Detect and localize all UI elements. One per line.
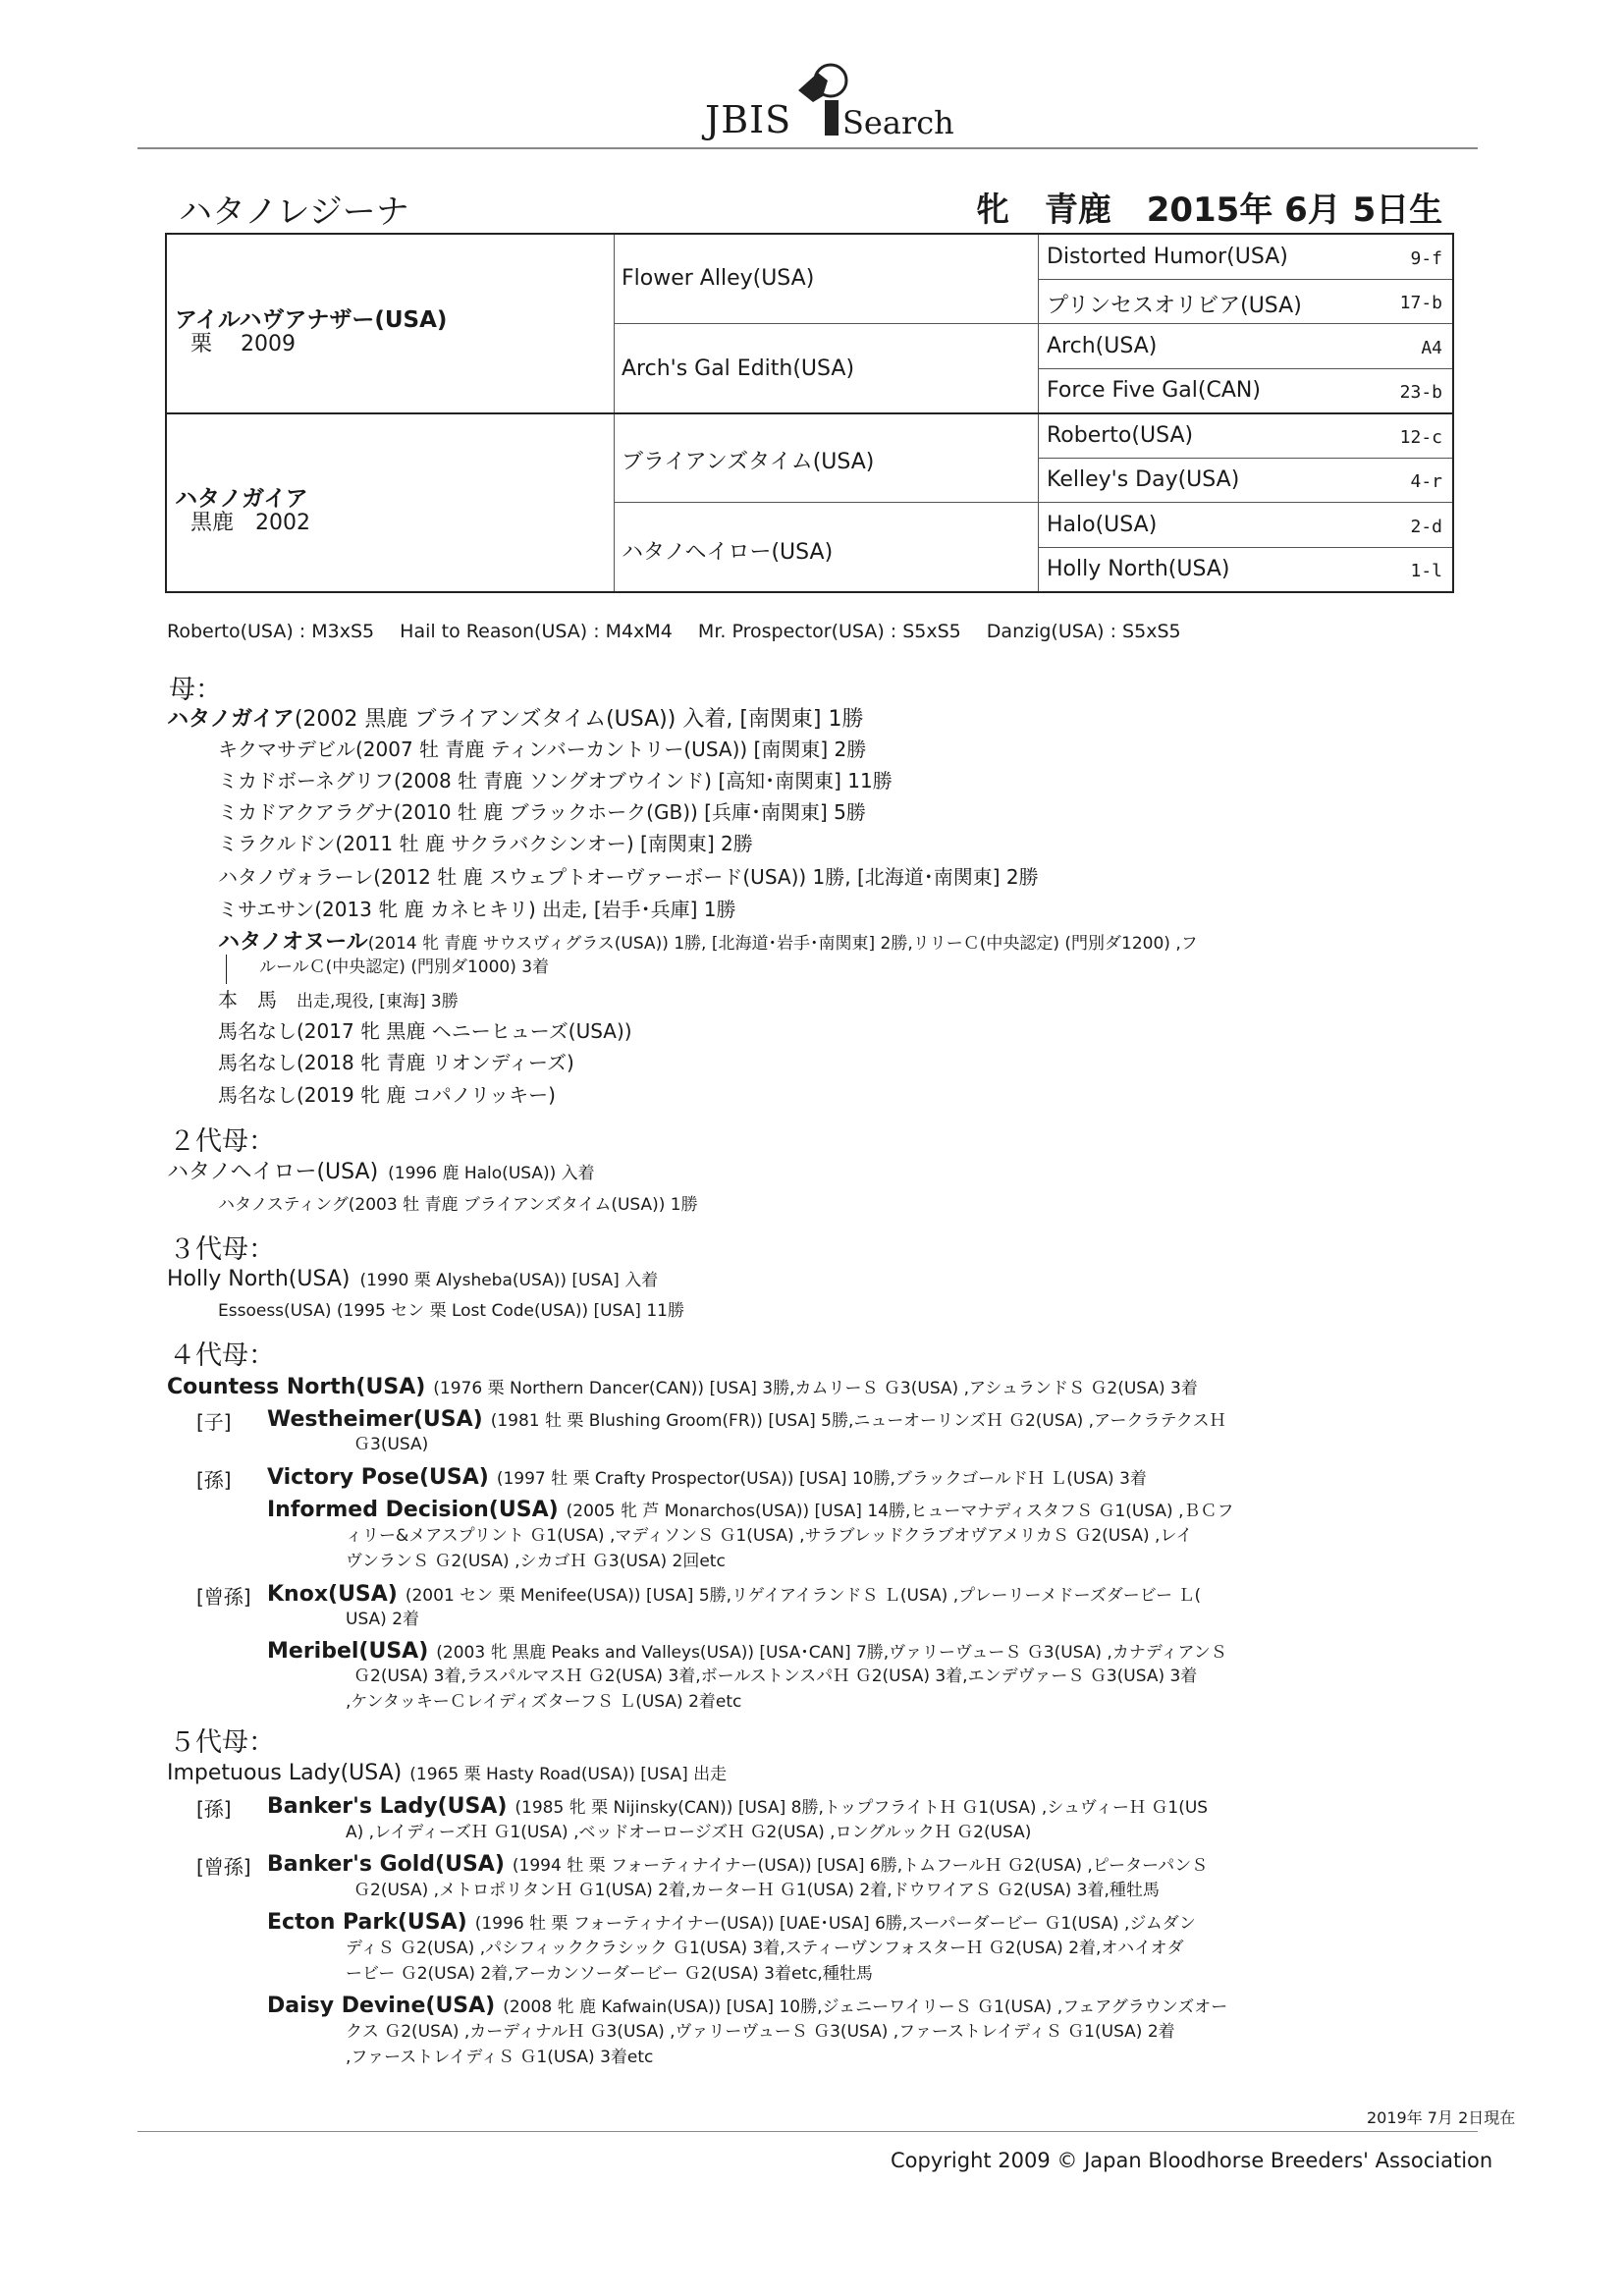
gen3-name: Distorted Humor(USA) [1047,245,1288,269]
relation-tag: [孫] [196,1468,232,1492]
section-heading-gen3: ３代母： [169,1234,275,1265]
gen4-entry-name: Countess North(USA) [167,1375,426,1399]
family-code: 9-f [1410,248,1442,269]
sire-name: アイルハヴアナザー(USA) [175,307,448,333]
family-code: A4 [1421,338,1442,358]
descendant-entry [267,1464,1147,1492]
horse-info [976,183,1466,231]
descendant-detail: (1985 牝 栗 Nijinsky(CAN)) [USA] 8勝,トップフライトＨ Ｇ1(USA) ,シュヴィーＨ Ｇ1(US [514,1798,1209,1818]
descendant-detail-cont: ,ケンタッキーＣレイディズターフＳ Ｌ(USA) 2着etc [346,1692,742,1712]
descendant-detail-cont: A) ,レイディーズＨ Ｇ1(USA) ,ベッドオーロージズＨ Ｇ2(USA) ,ロングルックＨ Ｇ2(USA) [346,1823,1032,1842]
descendant-detail: (1981 牡 栗 Blushing Groom(FR)) [USA] 5勝,ニューオーリンズＨ Ｇ2(USA) ,アークラテクスＨ [490,1411,1226,1431]
section-heading-gen2: ２代母： [169,1126,275,1157]
offspring-line: ミラクルドン(2011 牡 鹿 サクラバクシンオー) [南関東] 2勝 [218,832,753,855]
offspring-detail: (2014 牝 青鹿 サウスヴィグラス(USA)) 1勝, [北海道･岩手･南関東] 2勝,リリーＣ(中央認定) (門別ダ1200) ,フ [367,934,1198,954]
section-heading-gen4: ４代母： [169,1340,275,1371]
offspring-line: ミサエサン(2013 牝 鹿 カネヒキリ) 出走, [岩手･兵庫] 1勝 [218,898,736,921]
gen3-name: プリンセスオリビア(USA) [1047,294,1302,318]
relation-tag: [曾孫] [196,1585,251,1609]
descendant-detail: (2005 牝 芦 Monarchos(USA)) [USA] 14勝,ヒューマナディスタフＳ Ｇ1(USA) ,ＢＣフ [566,1502,1234,1521]
as-of-date: 2019年 7月 2日現在 [1367,2108,1516,2127]
horse-name: ハタノレジーナ [179,192,409,232]
gen2-entry [167,1160,595,1186]
dam-entry [167,707,863,733]
gen3-entry-detail: (1990 栗 Alysheba(USA)) [USA] 入着 [359,1271,659,1290]
descendant-detail: (2003 牝 黒鹿 Peaks and Valleys(USA)) [USA･CAN] 7勝,ヴァリーヴューＳ Ｇ3(USA) ,カナディアンＳ [436,1643,1227,1663]
gen3-name: Holly North(USA) [1047,557,1230,581]
descendant-name: Banker's Lady(USA) [267,1794,508,1819]
descendant-name: Westheimer(USA) [267,1407,483,1432]
inbreeding-item: Hail to Reason(USA) : M4xM4 [400,621,673,642]
gen5-entry-name: Impetuous Lady(USA) [167,1761,403,1785]
gen2-entry-name: ハタノヘイロー(USA) [167,1160,379,1184]
gen2-sire-sire: Flower Alley(USA) [622,266,815,291]
inbreeding-line [167,621,1201,642]
self-entry [218,987,459,1014]
dam-entry-detail: (2002 黒鹿 ブライアンズタイム(USA)) 入着, [南関東] 1勝 [294,707,864,732]
descendant-detail: (1996 牡 栗 フォーティナイナー(USA)) [UAE･USA] 6勝,スーパーダービー Ｇ1(USA) ,ジムダン [474,1914,1196,1934]
descendant-detail-cont: ヴンランＳ Ｇ2(USA) ,シカゴＨ Ｇ3(USA) 2回etc [346,1552,726,1571]
family-code: 12-c [1399,427,1442,448]
descendant-entry [267,1638,1227,1666]
offspring-line: ミカドアクアラグナ(2010 牡 鹿 ブラックホーク(GB)) [兵庫･南関東] 5勝 [218,800,866,824]
descendant-name: Banker's Gold(USA) [267,1852,505,1877]
relation-tag: [子] [196,1410,232,1434]
offspring-name: ハタノオヌール [218,930,368,955]
jbis-search-logo [705,51,954,141]
offspring-line: 馬名なし(2018 牝 青鹿 リオンディーズ) [218,1051,574,1074]
descendant-name: Ecton Park(USA) [267,1910,467,1935]
descendant-detail-cont: USA) 2着 [346,1610,420,1629]
descendant-name: Victory Pose(USA) [267,1465,489,1490]
descendant-detail-cont: Ｇ2(USA) ,メトロポリタンＨ Ｇ1(USA) 2着,カーターＨ Ｇ1(USA) 2着,ドウワイアＳ Ｇ2(USA) 3着,種牡馬 [353,1881,1160,1900]
relation-tag: [曾孫] [196,1855,251,1879]
inbreeding-item: Danzig(USA) : S5xS5 [986,621,1181,642]
offspring-line: 馬名なし(2017 牝 黒鹿 ヘニーヒューズ(USA)) [218,1019,632,1043]
relation-tag: [孫] [196,1797,232,1821]
offspring-line: ミカドボーネグリフ(2008 牡 青鹿 ソングオブウインド) [高知･南関東] 11勝 [218,769,893,793]
pedigree-table [165,233,1454,593]
descendant-entry [267,1793,1208,1821]
gen5-entry [167,1761,727,1787]
horse-birth: 2015年 6月 5日生 [1146,191,1443,230]
descendant-name: Informed Decision(USA) [267,1498,559,1522]
descendant-detail: (2001 セン 栗 Menifee(USA)) [USA] 5勝,リゲイアイランドＳ Ｌ(USA) ,プレーリーメドーズダービー Ｌ( [405,1586,1202,1606]
inbreeding-item: Mr. Prospector(USA) : S5xS5 [697,621,961,642]
family-code: 4-r [1410,471,1442,492]
copyright: Copyright 2009 © Japan Bloodhorse Breeders' Association [891,2149,1493,2172]
offspring-line: ハタノスティング(2003 牡 青鹿 ブライアンズタイム(USA)) 1勝 [218,1195,698,1215]
section-heading-gen5: ５代母： [169,1727,275,1758]
dam-info: 黒鹿 2002 [190,511,310,535]
section-heading-dam: 母： [169,675,222,705]
header-divider [137,147,1478,149]
descendant-detail: (1997 牡 栗 Crafty Prospector(USA)) [USA] 10勝,ブラックゴールドＨ Ｌ(USA) 3着 [496,1469,1147,1489]
family-code: 17-b [1399,293,1442,313]
descendant-detail-cont: ,ファーストレイディＳ Ｇ1(USA) 3着etc [346,2048,654,2067]
gen2-dam-sire: ブライアンズタイム(USA) [622,450,875,474]
descendant-entry [267,1909,1196,1937]
gen4-entry [167,1374,1198,1401]
gen3-entry [167,1267,658,1293]
descendant-detail: (1994 牡 栗 フォーティナイナー(USA)) [USA] 6勝,トムフールＨ Ｇ2(USA) ,ピーターパンＳ [512,1856,1209,1876]
descendant-detail-cont: ディＳ Ｇ2(USA) ,パシフィッククラシック Ｇ1(USA) 3着,スティーヴンフォスターＨ Ｇ2(USA) 2着,オハイオダ [346,1939,1184,1958]
footer-divider [137,2131,1478,2132]
offspring-line: 馬名なし(2019 牝 鹿 コパノリッキー) [218,1083,556,1107]
descendant-detail-cont: Ｇ3(USA) [353,1435,429,1454]
horse-color: 青鹿 [1044,191,1111,230]
offspring-line: Essoess(USA) (1995 セン 栗 Lost Code(USA)) [USA] 11勝 [218,1301,684,1321]
gen3-name: Halo(USA) [1047,513,1158,537]
offspring-line-cont: ルールＣ(中央認定) (門別ダ1000) 3着 [259,957,550,977]
descendant-entry [267,1993,1227,2020]
self-label: 本 馬 [218,988,277,1011]
gen2-sire-dam: Arch's Gal Edith(USA) [622,356,855,381]
descendant-detail-cont: ービー Ｇ2(USA) 2着,アーカンソーダービー Ｇ2(USA) 3着etc,種牡馬 [346,1964,873,1984]
descendant-entry [267,1851,1208,1879]
descendant-entry [267,1497,1234,1524]
gen3-entry-name: Holly North(USA) [167,1267,351,1291]
family-code: 23-b [1399,382,1442,403]
dam-entry-name: ハタノガイア [167,707,295,732]
gen3-name: Arch(USA) [1047,334,1158,358]
descendant-detail-cont: Ｇ2(USA) 3着,ラスパルマスＨ Ｇ2(USA) 3着,ボールストンスパＨ Ｇ2(USA) 3着,エンデヴァーＳ Ｇ3(USA) 3着 [353,1667,1198,1686]
descendant-name: Knox(USA) [267,1582,398,1607]
gen2-dam-dam: ハタノヘイロー(USA) [622,540,834,565]
offspring-line: キクマサデビル(2007 牡 青鹿 ティンバーカントリー(USA)) [南関東] 2勝 [218,738,867,761]
family-code: 1-l [1410,561,1442,581]
descendant-detail-cont: クス Ｇ2(USA) ,カーディナルＨ Ｇ3(USA) ,ヴァリーヴューＳ Ｇ3(USA) ,ファーストレイディＳ Ｇ1(USA) 2着 [346,2022,1175,2042]
descendant-name: Daisy Devine(USA) [267,1994,496,2018]
offspring-line-highlight [218,929,1198,957]
gen5-entry-detail: (1965 栗 Hasty Road(USA)) [USA] 出走 [409,1765,728,1784]
gen3-name: Force Five Gal(CAN) [1047,378,1261,403]
self-detail: 出走,現役, [東海] 3勝 [297,992,459,1011]
inbreeding-item: Roberto(USA) : M3xS5 [167,621,375,642]
descendant-detail: (2008 牝 鹿 Kafwain(USA)) [USA] 10勝,ジェニーワイリーＳ Ｇ1(USA) ,フェアグラウンズオー [503,1997,1228,2017]
dam-name: ハタノガイア [175,486,308,512]
gen2-entry-detail: (1996 鹿 Halo(USA)) 入着 [388,1164,595,1183]
family-tree-connector [226,955,227,984]
gen3-name: Roberto(USA) [1047,423,1194,448]
logo-text-search: Search [842,104,954,141]
horse-sex: 牝 [976,191,1009,230]
descendant-name: Meribel(USA) [267,1639,429,1664]
gen3-name: Kelley's Day(USA) [1047,467,1240,492]
descendant-entry [267,1581,1201,1609]
descendant-detail-cont: ィリー&メアスプリント Ｇ1(USA) ,マディソンＳ Ｇ1(USA) ,サラブレッドクラブオヴアメリカＳ Ｇ2(USA) ,レイ [346,1526,1193,1546]
sire-info: 栗 2009 [190,332,296,356]
gen4-entry-detail: (1976 栗 Northern Dancer(CAN)) [USA] 3勝,カムリーＳ Ｇ3(USA) ,アシュランドＳ Ｇ2(USA) 3着 [433,1379,1198,1398]
offspring-line: ハタノヴォラーレ(2012 牡 鹿 スウェプトオーヴァーボード(USA)) 1勝, [北海道･南関東] 2勝 [218,865,1039,889]
family-code: 2-d [1410,517,1442,537]
descendant-entry [267,1406,1226,1434]
logo-text-jbis: JBIS [705,98,792,141]
